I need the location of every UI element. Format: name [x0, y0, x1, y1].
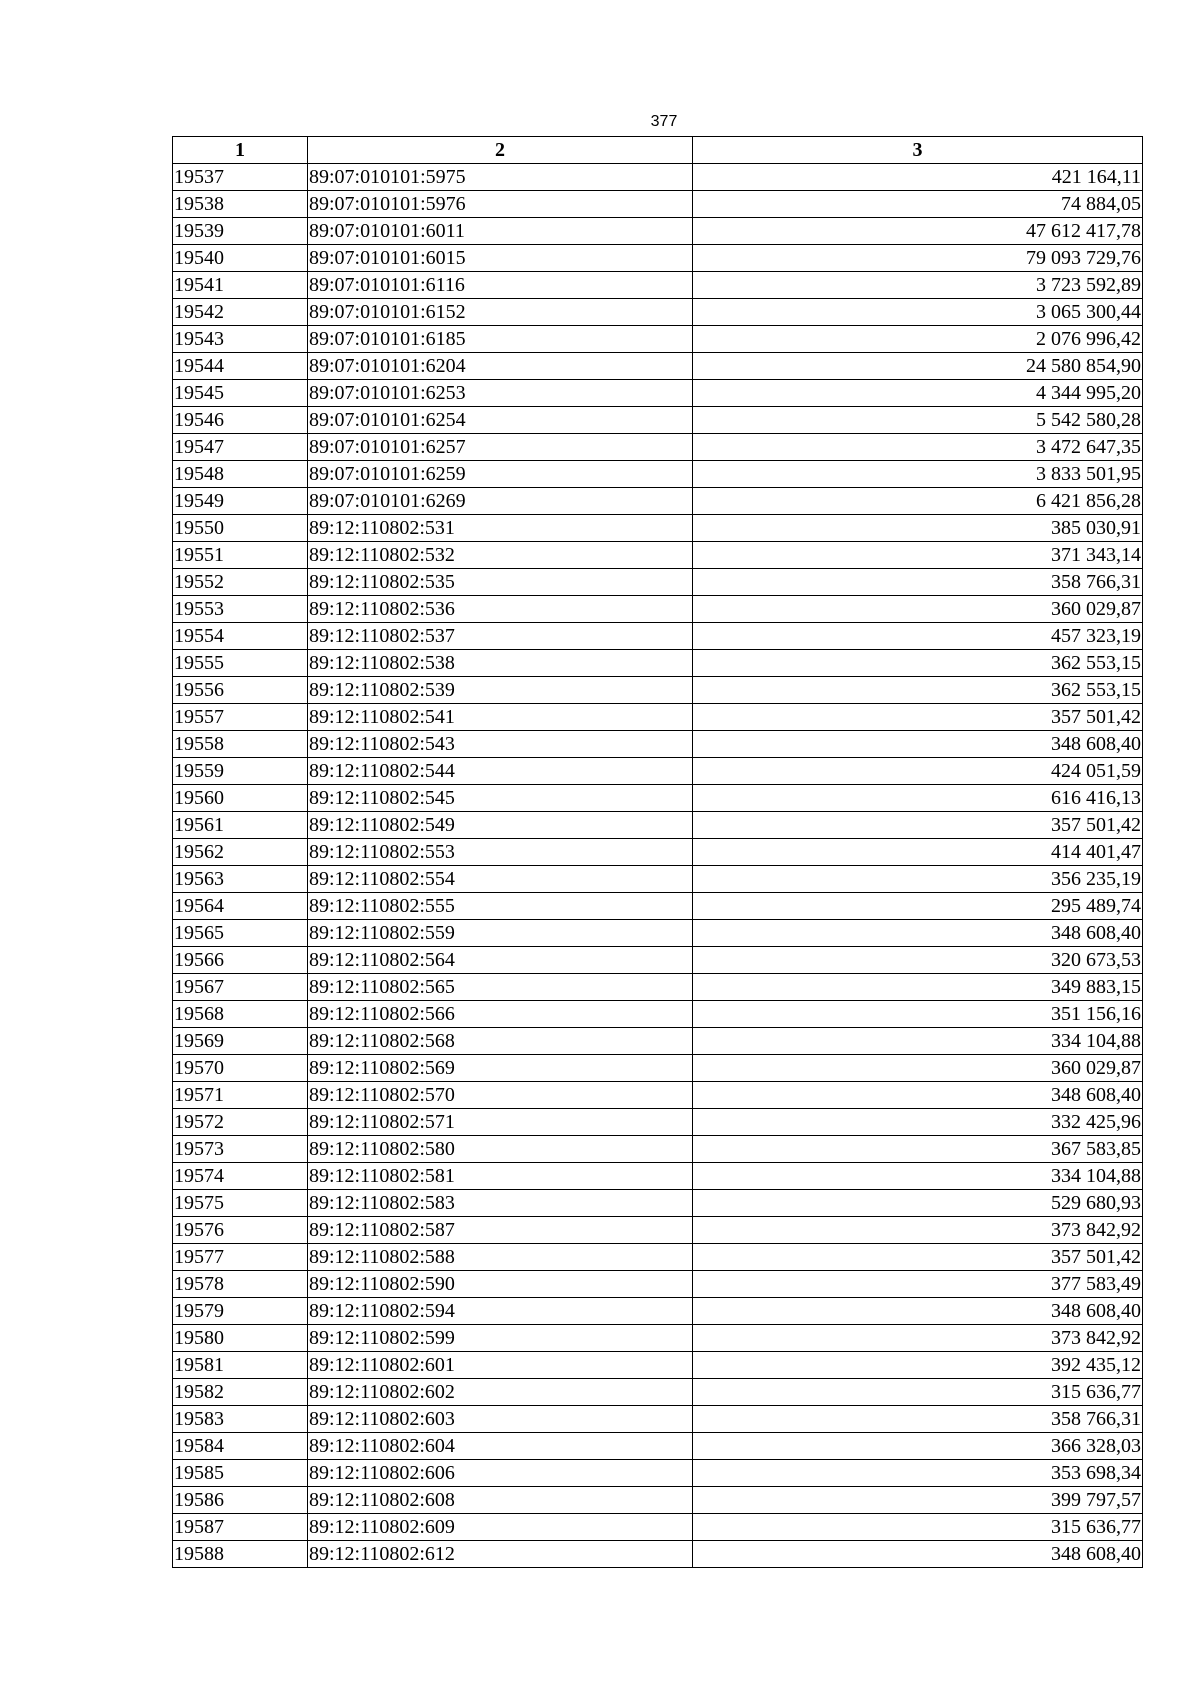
row-number-cell: 19551	[173, 542, 308, 569]
row-number-cell: 19576	[173, 1217, 308, 1244]
cadastral-value-cell: 315 636,77	[693, 1379, 1143, 1406]
row-number-cell: 19557	[173, 704, 308, 731]
table-row	[173, 1541, 1143, 1568]
table-row	[173, 326, 1143, 353]
row-number-cell: 19549	[173, 488, 308, 515]
row-number-cell: 19554	[173, 623, 308, 650]
cadastral-value-cell: 385 030,91	[693, 515, 1143, 542]
cadastral-number-cell: 89:07:010101:5975	[308, 164, 693, 191]
cadastral-number-cell: 89:12:110802:543	[308, 731, 693, 758]
row-number-cell: 19560	[173, 785, 308, 812]
cadastral-number-cell: 89:12:110802:538	[308, 650, 693, 677]
row-number-cell: 19583	[173, 1406, 308, 1433]
table-row	[173, 434, 1143, 461]
cadastral-number-cell: 89:07:010101:6253	[308, 380, 693, 407]
cadastral-value-cell: 357 501,42	[693, 812, 1143, 839]
table-header-row	[173, 137, 1143, 164]
row-number-cell: 19585	[173, 1460, 308, 1487]
cadastral-number-cell: 89:07:010101:6152	[308, 299, 693, 326]
cadastral-number-cell: 89:07:010101:6254	[308, 407, 693, 434]
cadastral-value-cell: 357 501,42	[693, 704, 1143, 731]
table-row	[173, 542, 1143, 569]
row-number-cell: 19541	[173, 272, 308, 299]
cadastral-number-cell: 89:12:110802:583	[308, 1190, 693, 1217]
cadastral-value-cell: 529 680,93	[693, 1190, 1143, 1217]
cadastral-value-cell: 457 323,19	[693, 623, 1143, 650]
table-row	[173, 1514, 1143, 1541]
cadastral-number-cell: 89:07:010101:6259	[308, 461, 693, 488]
cadastral-number-cell: 89:12:110802:541	[308, 704, 693, 731]
table-row	[173, 704, 1143, 731]
table-row	[173, 488, 1143, 515]
table-row	[173, 650, 1143, 677]
cadastral-value-cell: 399 797,57	[693, 1487, 1143, 1514]
table-row	[173, 218, 1143, 245]
table-row	[173, 245, 1143, 272]
row-number-cell: 19540	[173, 245, 308, 272]
cadastral-number-cell: 89:12:110802:581	[308, 1163, 693, 1190]
cadastral-value-cell: 360 029,87	[693, 596, 1143, 623]
row-number-cell: 19564	[173, 893, 308, 920]
cadastral-value-cell: 3 065 300,44	[693, 299, 1143, 326]
cadastral-value-cell: 360 029,87	[693, 1055, 1143, 1082]
table-row	[173, 569, 1143, 596]
table-row	[173, 1460, 1143, 1487]
cadastral-value-cell: 334 104,88	[693, 1028, 1143, 1055]
table-row	[173, 1109, 1143, 1136]
cadastral-value-cell: 3 472 647,35	[693, 434, 1143, 461]
cadastral-number-cell: 89:12:110802:559	[308, 920, 693, 947]
row-number-cell: 19539	[173, 218, 308, 245]
cadastral-value-cell: 424 051,59	[693, 758, 1143, 785]
cadastral-value-cell: 351 156,16	[693, 1001, 1143, 1028]
cadastral-number-cell: 89:12:110802:604	[308, 1433, 693, 1460]
cadastral-value-cell: 373 842,92	[693, 1217, 1143, 1244]
row-number-cell: 19577	[173, 1244, 308, 1271]
table-row	[173, 947, 1143, 974]
row-number-cell: 19543	[173, 326, 308, 353]
column-header-3: 3	[693, 137, 1143, 164]
cadastral-number-cell: 89:12:110802:532	[308, 542, 693, 569]
row-number-cell: 19587	[173, 1514, 308, 1541]
cadastral-value-cell: 74 884,05	[693, 191, 1143, 218]
cadastral-number-cell: 89:12:110802:580	[308, 1136, 693, 1163]
cadastral-value-cell: 47 612 417,78	[693, 218, 1143, 245]
row-number-cell: 19566	[173, 947, 308, 974]
row-number-cell: 19537	[173, 164, 308, 191]
row-number-cell: 19582	[173, 1379, 308, 1406]
row-number-cell: 19567	[173, 974, 308, 1001]
row-number-cell: 19556	[173, 677, 308, 704]
cadastral-number-cell: 89:07:010101:6269	[308, 488, 693, 515]
table-row	[173, 1136, 1143, 1163]
table-row	[173, 1487, 1143, 1514]
row-number-cell: 19568	[173, 1001, 308, 1028]
page-number: 377	[650, 113, 678, 130]
cadastral-value-cell: 371 343,14	[693, 542, 1143, 569]
table-row	[173, 1271, 1143, 1298]
row-number-cell: 19559	[173, 758, 308, 785]
cadastral-value-cell: 367 583,85	[693, 1136, 1143, 1163]
cadastral-number-cell: 89:12:110802:568	[308, 1028, 693, 1055]
table-body	[173, 164, 1143, 1568]
cadastral-number-cell: 89:07:010101:6257	[308, 434, 693, 461]
cadastral-value-cell: 79 093 729,76	[693, 245, 1143, 272]
row-number-cell: 19552	[173, 569, 308, 596]
cadastral-value-cell: 616 416,13	[693, 785, 1143, 812]
table-row	[173, 812, 1143, 839]
row-number-cell: 19574	[173, 1163, 308, 1190]
cadastral-value-cell: 353 698,34	[693, 1460, 1143, 1487]
cadastral-number-cell: 89:12:110802:569	[308, 1055, 693, 1082]
table-row	[173, 353, 1143, 380]
row-number-cell: 19578	[173, 1271, 308, 1298]
table-row	[173, 461, 1143, 488]
column-header-2: 2	[308, 137, 693, 164]
table-row	[173, 839, 1143, 866]
table-row	[173, 623, 1143, 650]
cadastral-number-cell: 89:12:110802:612	[308, 1541, 693, 1568]
row-number-cell: 19573	[173, 1136, 308, 1163]
table-row	[173, 1325, 1143, 1352]
table-row	[173, 974, 1143, 1001]
cadastral-number-cell: 89:07:010101:6204	[308, 353, 693, 380]
row-number-cell: 19588	[173, 1541, 308, 1568]
cadastral-number-cell: 89:12:110802:566	[308, 1001, 693, 1028]
cadastral-number-cell: 89:12:110802:554	[308, 866, 693, 893]
cadastral-value-cell: 348 608,40	[693, 1541, 1143, 1568]
table-row	[173, 1406, 1143, 1433]
cadastral-number-cell: 89:12:110802:588	[308, 1244, 693, 1271]
cadastral-number-cell: 89:12:110802:536	[308, 596, 693, 623]
cadastral-value-cell: 4 344 995,20	[693, 380, 1143, 407]
row-number-cell: 19548	[173, 461, 308, 488]
cadastral-value-cell: 5 542 580,28	[693, 407, 1143, 434]
table-row	[173, 407, 1143, 434]
row-number-cell: 19555	[173, 650, 308, 677]
cadastral-number-cell: 89:12:110802:599	[308, 1325, 693, 1352]
cadastral-value-cell: 2 076 996,42	[693, 326, 1143, 353]
row-number-cell: 19570	[173, 1055, 308, 1082]
cadastral-value-cell: 348 608,40	[693, 731, 1143, 758]
cadastral-number-cell: 89:12:110802:555	[308, 893, 693, 920]
cadastral-value-cell: 362 553,15	[693, 650, 1143, 677]
table-row	[173, 1244, 1143, 1271]
cadastral-value-cell: 295 489,74	[693, 893, 1143, 920]
cadastral-number-cell: 89:12:110802:587	[308, 1217, 693, 1244]
cadastral-value-cell: 348 608,40	[693, 920, 1143, 947]
table-row	[173, 1082, 1143, 1109]
cadastral-number-cell: 89:07:010101:6116	[308, 272, 693, 299]
cadastral-number-cell: 89:07:010101:5976	[308, 191, 693, 218]
row-number-cell: 19538	[173, 191, 308, 218]
row-number-cell: 19561	[173, 812, 308, 839]
row-number-cell: 19542	[173, 299, 308, 326]
table-row	[173, 1217, 1143, 1244]
table-row	[173, 677, 1143, 704]
cadastral-number-cell: 89:12:110802:553	[308, 839, 693, 866]
cadastral-number-cell: 89:12:110802:545	[308, 785, 693, 812]
row-number-cell: 19553	[173, 596, 308, 623]
table-row	[173, 1352, 1143, 1379]
row-number-cell: 19572	[173, 1109, 308, 1136]
cadastral-value-cell: 357 501,42	[693, 1244, 1143, 1271]
cadastral-number-cell: 89:12:110802:594	[308, 1298, 693, 1325]
cadastral-value-cell: 348 608,40	[693, 1082, 1143, 1109]
row-number-cell: 19544	[173, 353, 308, 380]
cadastral-number-cell: 89:12:110802:564	[308, 947, 693, 974]
row-number-cell: 19580	[173, 1325, 308, 1352]
cadastral-number-cell: 89:12:110802:602	[308, 1379, 693, 1406]
row-number-cell: 19569	[173, 1028, 308, 1055]
cadastral-number-cell: 89:12:110802:565	[308, 974, 693, 1001]
table-row	[173, 1190, 1143, 1217]
cadastral-value-cell: 320 673,53	[693, 947, 1143, 974]
cadastral-number-cell: 89:07:010101:6015	[308, 245, 693, 272]
row-number-cell: 19579	[173, 1298, 308, 1325]
cadastral-value-cell: 332 425,96	[693, 1109, 1143, 1136]
table-row	[173, 893, 1143, 920]
row-number-cell: 19563	[173, 866, 308, 893]
cadastral-value-cell: 362 553,15	[693, 677, 1143, 704]
cadastral-value-cell: 315 636,77	[693, 1514, 1143, 1541]
cadastral-value-cell: 358 766,31	[693, 569, 1143, 596]
cadastral-value-cell: 366 328,03	[693, 1433, 1143, 1460]
cadastral-value-cell: 3 723 592,89	[693, 272, 1143, 299]
cadastral-value-cell: 3 833 501,95	[693, 461, 1143, 488]
cadastral-value-cell: 349 883,15	[693, 974, 1143, 1001]
cadastral-number-cell: 89:12:110802:608	[308, 1487, 693, 1514]
table-row	[173, 164, 1143, 191]
column-header-1: 1	[173, 137, 308, 164]
row-number-cell: 19546	[173, 407, 308, 434]
row-number-cell: 19581	[173, 1352, 308, 1379]
row-number-cell: 19586	[173, 1487, 308, 1514]
cadastral-value-cell: 24 580 854,90	[693, 353, 1143, 380]
cadastral-number-cell: 89:12:110802:603	[308, 1406, 693, 1433]
cadastral-value-cell: 373 842,92	[693, 1325, 1143, 1352]
row-number-cell: 19562	[173, 839, 308, 866]
cadastral-value-cell: 356 235,19	[693, 866, 1143, 893]
table-row	[173, 191, 1143, 218]
table-row	[173, 1028, 1143, 1055]
cadastral-number-cell: 89:12:110802:549	[308, 812, 693, 839]
table-row	[173, 758, 1143, 785]
cadastral-number-cell: 89:07:010101:6185	[308, 326, 693, 353]
cadastral-number-cell: 89:12:110802:537	[308, 623, 693, 650]
cadastral-number-cell: 89:12:110802:570	[308, 1082, 693, 1109]
cadastral-number-cell: 89:12:110802:535	[308, 569, 693, 596]
row-number-cell: 19584	[173, 1433, 308, 1460]
cadastral-value-cell: 348 608,40	[693, 1298, 1143, 1325]
cadastral-number-cell: 89:07:010101:6011	[308, 218, 693, 245]
cadastral-number-cell: 89:12:110802:601	[308, 1352, 693, 1379]
cadastral-number-cell: 89:12:110802:571	[308, 1109, 693, 1136]
table-row	[173, 1379, 1143, 1406]
table-row	[173, 1433, 1143, 1460]
row-number-cell: 19571	[173, 1082, 308, 1109]
cadastral-value-cell: 334 104,88	[693, 1163, 1143, 1190]
table-row	[173, 596, 1143, 623]
table-row	[173, 272, 1143, 299]
row-number-cell: 19575	[173, 1190, 308, 1217]
table-row	[173, 380, 1143, 407]
row-number-cell: 19545	[173, 380, 308, 407]
cadastral-number-cell: 89:12:110802:606	[308, 1460, 693, 1487]
table-row	[173, 1298, 1143, 1325]
table-row	[173, 515, 1143, 542]
cadastral-value-table	[172, 136, 1143, 1568]
table-row	[173, 866, 1143, 893]
cadastral-number-cell: 89:12:110802:531	[308, 515, 693, 542]
row-number-cell: 19558	[173, 731, 308, 758]
cadastral-number-cell: 89:12:110802:539	[308, 677, 693, 704]
cadastral-value-cell: 414 401,47	[693, 839, 1143, 866]
row-number-cell: 19565	[173, 920, 308, 947]
table-row	[173, 920, 1143, 947]
table-row	[173, 1163, 1143, 1190]
row-number-cell: 19550	[173, 515, 308, 542]
row-number-cell: 19547	[173, 434, 308, 461]
cadastral-value-cell: 421 164,11	[693, 164, 1143, 191]
table-row	[173, 731, 1143, 758]
table-row	[173, 1001, 1143, 1028]
cadastral-value-cell: 6 421 856,28	[693, 488, 1143, 515]
cadastral-number-cell: 89:12:110802:590	[308, 1271, 693, 1298]
cadastral-number-cell: 89:12:110802:544	[308, 758, 693, 785]
table-row	[173, 785, 1143, 812]
table-row	[173, 1055, 1143, 1082]
cadastral-value-cell: 392 435,12	[693, 1352, 1143, 1379]
cadastral-value-cell: 377 583,49	[693, 1271, 1143, 1298]
cadastral-value-cell: 358 766,31	[693, 1406, 1143, 1433]
table-row	[173, 299, 1143, 326]
cadastral-number-cell: 89:12:110802:609	[308, 1514, 693, 1541]
